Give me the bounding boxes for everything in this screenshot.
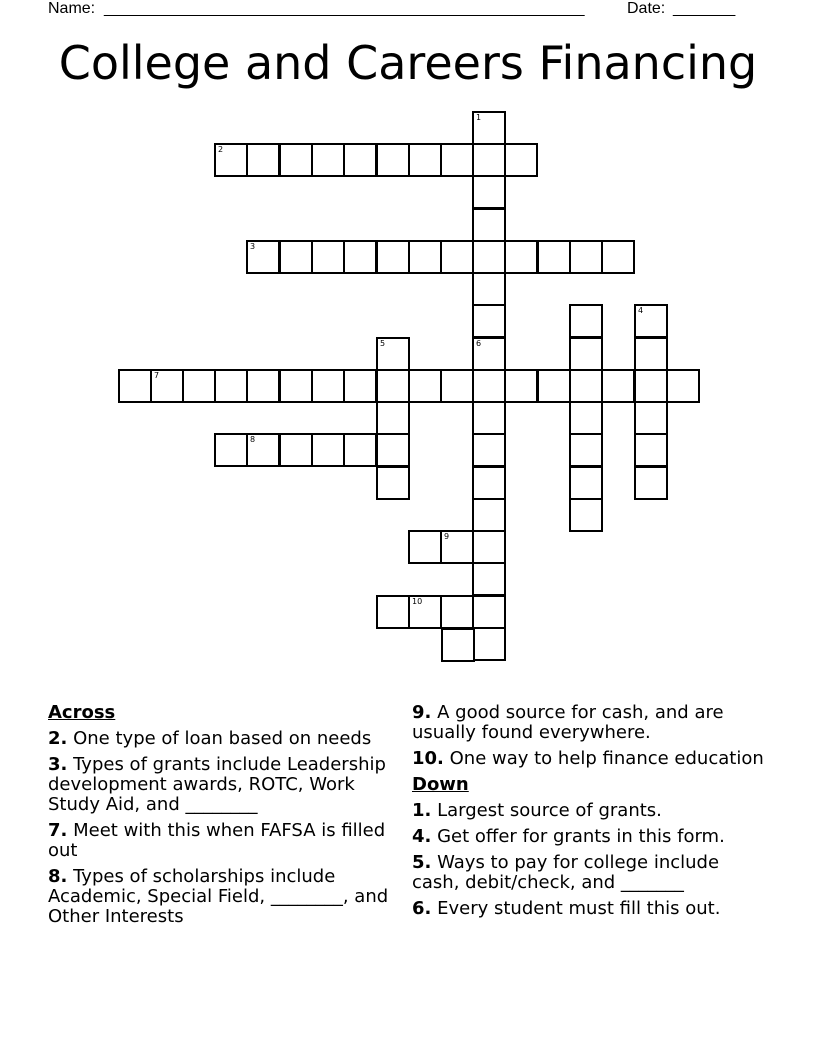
crossword-cell[interactable] — [279, 240, 313, 274]
crossword-cell[interactable] — [311, 369, 345, 403]
crossword-cell[interactable] — [246, 240, 280, 274]
clue-number: 9. — [412, 702, 432, 723]
cell-number: 7 — [154, 371, 160, 380]
clue-number: 4. — [412, 826, 432, 847]
clue-text: One way to help finance education — [449, 748, 764, 769]
crossword-cell[interactable] — [504, 143, 538, 177]
crossword-cell[interactable] — [569, 466, 603, 500]
crossword-cell[interactable] — [214, 433, 248, 467]
across-heading: Across — [48, 702, 116, 723]
crossword-cell[interactable] — [408, 240, 442, 274]
clue-number: 7. — [48, 820, 68, 841]
crossword-cell[interactable] — [569, 433, 603, 467]
clue-down-1 — [412, 801, 772, 821]
crossword-cell[interactable] — [311, 433, 345, 467]
cell-number: 5 — [380, 339, 386, 348]
crossword-cell[interactable] — [504, 369, 538, 403]
clue-text: Meet with this when FAFSA is filled out — [48, 820, 386, 861]
crossword-cell[interactable] — [472, 369, 506, 403]
crossword-cell[interactable] — [569, 401, 603, 435]
clue-across-10 — [412, 749, 772, 769]
crossword-cell[interactable] — [246, 143, 280, 177]
crossword-cell[interactable] — [279, 433, 313, 467]
crossword-cell[interactable] — [569, 337, 603, 371]
clue-number: 5. — [412, 852, 432, 873]
crossword-cell[interactable] — [311, 240, 345, 274]
crossword-cell[interactable] — [440, 143, 474, 177]
crossword-cell[interactable] — [537, 369, 571, 403]
crossword-cell[interactable] — [279, 143, 313, 177]
crossword-cell[interactable] — [634, 337, 668, 371]
cell-number: 8 — [250, 435, 256, 444]
cell-number: 10 — [412, 597, 423, 606]
crossword-cell[interactable] — [472, 433, 506, 467]
clue-text: Types of grants include Leadership development awards, ROTC, Work Study Aid, and ________ — [48, 754, 386, 815]
clue-number: 8. — [48, 866, 68, 887]
cell-number: 4 — [638, 306, 644, 315]
down-heading: Down — [412, 774, 469, 795]
crossword-cell[interactable] — [376, 466, 410, 500]
crossword-cell[interactable] — [441, 628, 475, 662]
crossword-cell[interactable] — [279, 369, 313, 403]
crossword-cell[interactable] — [472, 530, 506, 564]
crossword-cell[interactable] — [408, 143, 442, 177]
crossword-cell[interactable] — [472, 401, 506, 435]
crossword-cell[interactable] — [634, 369, 668, 403]
date-blank[interactable]: _______ — [673, 0, 736, 17]
crossword-cell[interactable] — [569, 304, 603, 338]
clues-right-column — [412, 703, 772, 925]
clue-number: 2. — [48, 728, 68, 749]
cell-number: 2 — [218, 145, 224, 154]
crossword-cell[interactable] — [311, 143, 345, 177]
crossword-cell[interactable] — [376, 401, 410, 435]
crossword-cell[interactable] — [376, 143, 410, 177]
crossword-cell[interactable] — [601, 240, 635, 274]
clue-text: Ways to pay for college include cash, debit/check, and _______ — [412, 852, 720, 893]
crossword-cell[interactable] — [472, 304, 506, 338]
crossword-cell[interactable] — [569, 369, 603, 403]
name-label: Name: — [48, 0, 96, 17]
clue-across-2 — [48, 729, 398, 749]
clue-down-4 — [412, 827, 772, 847]
crossword-cell[interactable] — [408, 595, 442, 629]
cell-number: 9 — [444, 532, 450, 541]
clue-across-3 — [48, 755, 398, 815]
crossword-cell[interactable] — [472, 498, 506, 532]
crossword-cell[interactable] — [440, 240, 474, 274]
crossword-cell[interactable] — [472, 240, 506, 274]
crossword-cell[interactable] — [408, 530, 442, 564]
crossword-cell[interactable] — [214, 369, 248, 403]
clue-text: Largest source of grants. — [437, 800, 662, 821]
crossword-cell[interactable] — [634, 304, 668, 338]
crossword-cell[interactable] — [472, 466, 506, 500]
crossword-cell[interactable] — [472, 627, 506, 661]
clue-text: Types of scholarships include Academic, Special Field, ________, and Other Interests — [48, 866, 389, 927]
clue-text: Get offer for grants in this form. — [437, 826, 725, 847]
cell-number: 1 — [476, 113, 482, 122]
crossword-cell[interactable] — [634, 433, 668, 467]
clue-across-9 — [412, 703, 772, 743]
crossword-cell[interactable] — [472, 208, 506, 242]
clue-down-6 — [412, 899, 772, 919]
clue-text: One type of loan based on needs — [73, 728, 372, 749]
clue-down-5 — [412, 853, 772, 893]
crossword-cell[interactable] — [472, 143, 506, 177]
crossword-cell[interactable] — [343, 369, 377, 403]
crossword-cell[interactable] — [472, 337, 506, 371]
clue-number: 6. — [412, 898, 432, 919]
clue-text: Every student must fill this out. — [437, 898, 721, 919]
crossword-cell[interactable] — [504, 240, 538, 274]
clue-across-8 — [48, 867, 398, 927]
clue-across-7 — [48, 821, 398, 861]
cell-number: 3 — [250, 242, 256, 251]
crossword-cell[interactable] — [376, 240, 410, 274]
crossword-cell[interactable] — [376, 337, 410, 371]
crossword-cell[interactable] — [634, 401, 668, 435]
crossword-cell[interactable] — [472, 111, 506, 145]
crossword-cell[interactable] — [246, 369, 280, 403]
crossword-cell[interactable] — [376, 595, 410, 629]
crossword-cell[interactable] — [601, 369, 635, 403]
crossword-cell[interactable] — [472, 595, 506, 629]
crossword-cell[interactable] — [537, 240, 571, 274]
crossword-cell[interactable] — [569, 240, 603, 274]
crossword-cell[interactable] — [343, 143, 377, 177]
crossword-cell[interactable] — [118, 369, 152, 403]
crossword-cell[interactable] — [376, 369, 410, 403]
crossword-cell[interactable] — [472, 175, 506, 209]
page-title: College and Careers Financing — [58, 36, 758, 90]
clue-number: 3. — [48, 754, 68, 775]
crossword-cell[interactable] — [246, 433, 280, 467]
crossword-cell[interactable] — [440, 595, 474, 629]
cell-number: 6 — [476, 339, 482, 348]
clues-left-column — [48, 703, 398, 933]
crossword-cell[interactable] — [376, 433, 410, 467]
crossword-cell[interactable] — [150, 369, 184, 403]
clue-text: A good source for cash, and are usually found everywhere. — [412, 702, 724, 743]
date-label: Date: — [627, 0, 666, 17]
crossword-cell[interactable] — [472, 272, 506, 306]
clue-number: 10. — [412, 748, 444, 769]
crossword-cell[interactable] — [666, 369, 700, 403]
name-blank[interactable]: ______________________________________________________ — [104, 0, 585, 17]
clue-number: 1. — [412, 800, 432, 821]
crossword-cell[interactable] — [569, 498, 603, 532]
crossword-cell[interactable] — [182, 369, 216, 403]
crossword-cell[interactable] — [343, 433, 377, 467]
crossword-cell[interactable] — [440, 530, 474, 564]
crossword-cell[interactable] — [408, 369, 442, 403]
crossword-cell[interactable] — [440, 369, 474, 403]
crossword-cell[interactable] — [214, 143, 248, 177]
crossword-cell[interactable] — [343, 240, 377, 274]
crossword-cell[interactable] — [472, 562, 506, 596]
crossword-cell[interactable] — [634, 466, 668, 500]
